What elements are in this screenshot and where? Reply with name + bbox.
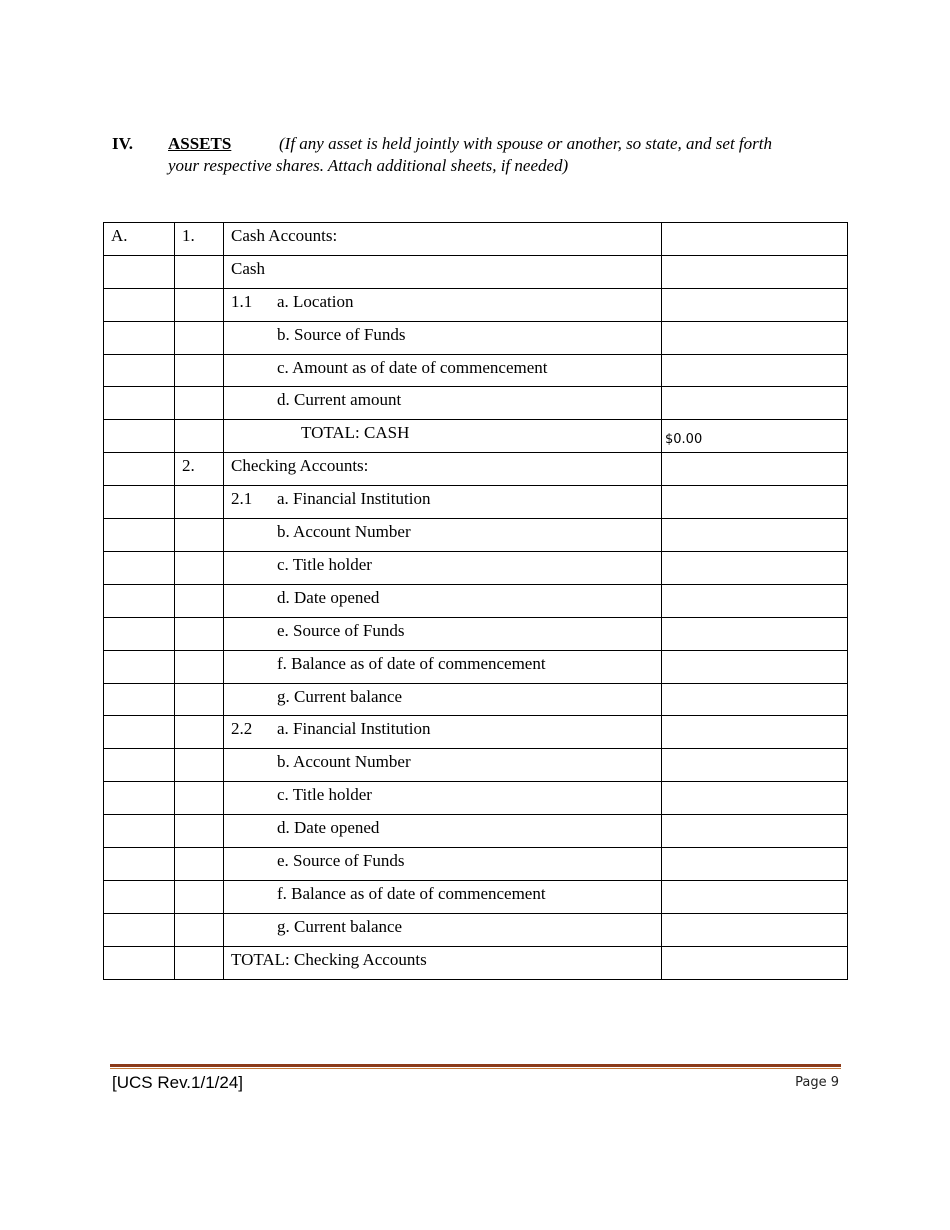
row-description-cell [224, 321, 662, 354]
table-row [104, 749, 848, 782]
row-number-cell [175, 552, 224, 585]
table-row [104, 387, 848, 420]
section-number: IV. [112, 134, 133, 153]
table-row [104, 255, 848, 288]
row-number-cell [175, 486, 224, 519]
row-description-cell [224, 552, 662, 585]
row-description-cell [224, 617, 662, 650]
table-row [104, 552, 848, 585]
row-description: b. Account Number [277, 522, 411, 542]
amount-field[interactable] [662, 716, 848, 749]
row-number-cell [175, 617, 224, 650]
table-row [104, 716, 848, 749]
row-description-cell [224, 453, 662, 486]
row-description-cell [224, 946, 662, 979]
row-section-cell [104, 321, 175, 354]
revision-label: [UCS Rev.1/1/24] [112, 1073, 244, 1092]
row-description: Checking Accounts: [231, 456, 369, 476]
row-number-cell [175, 255, 224, 288]
row-section-cell [104, 815, 175, 848]
table-row [104, 486, 848, 519]
row-description: e. Source of Funds [277, 851, 405, 871]
amount-field[interactable] [662, 354, 848, 387]
item-prefix: 2.1 [231, 489, 253, 509]
row-section-cell [104, 354, 175, 387]
row-description: g. Current balance [277, 916, 403, 936]
row-number-cell [175, 453, 224, 486]
row-description-cell [224, 650, 662, 683]
row-description-cell [224, 420, 662, 453]
row-description: TOTAL: Checking Accounts [231, 949, 427, 969]
row-description: c. Amount as of date of commencement [277, 357, 548, 377]
row-section-cell [104, 387, 175, 420]
amount-field[interactable] [662, 420, 848, 453]
amount-field[interactable] [662, 815, 848, 848]
row-number-cell [175, 387, 224, 420]
amount-field[interactable] [662, 387, 848, 420]
row-description: d. Current amount [277, 390, 402, 410]
amount-field[interactable] [662, 782, 848, 815]
row-section-label: A. [111, 226, 128, 245]
row-description: Cash Accounts: [231, 226, 338, 245]
row-description: d. Date opened [277, 818, 380, 838]
row-section-cell [104, 223, 175, 256]
table-row [104, 584, 848, 617]
row-section-cell [104, 519, 175, 552]
row-section-cell [104, 453, 175, 486]
amount-field[interactable] [662, 880, 848, 913]
row-description-cell [224, 782, 662, 815]
row-number-cell [175, 946, 224, 979]
table-row [104, 946, 848, 979]
row-description-cell [224, 223, 662, 256]
amount-field[interactable] [662, 519, 848, 552]
item-prefix: 2.2 [231, 719, 253, 739]
row-description: a. Location [277, 291, 354, 311]
row-description-cell [224, 288, 662, 321]
amount-field[interactable] [662, 486, 848, 519]
page-number: Page 9 [795, 1075, 839, 1090]
row-section-cell [104, 913, 175, 946]
row-section-cell [104, 584, 175, 617]
row-section-cell [104, 255, 175, 288]
row-description: c. Title holder [277, 785, 372, 805]
row-description-cell [224, 354, 662, 387]
section-note-line1: (If any asset is held jointly with spouse or another, so state, and set forth [279, 134, 772, 153]
row-section-cell [104, 617, 175, 650]
amount-field[interactable] [662, 683, 848, 716]
table-row [104, 617, 848, 650]
amount-value: $0.00 [665, 432, 703, 448]
row-description-cell [224, 880, 662, 913]
section-title: ASSETS [168, 134, 232, 153]
table-row [104, 782, 848, 815]
table-row [104, 420, 848, 453]
table-row [104, 453, 848, 486]
amount-field[interactable] [662, 453, 848, 486]
row-number-cell [175, 880, 224, 913]
row-number-cell [175, 716, 224, 749]
row-number-cell [175, 321, 224, 354]
row-section-cell [104, 486, 175, 519]
row-number-cell [175, 683, 224, 716]
row-number-cell [175, 354, 224, 387]
row-description-cell [224, 486, 662, 519]
row-description: b. Account Number [277, 752, 411, 772]
amount-field[interactable] [662, 223, 848, 256]
amount-field[interactable] [662, 584, 848, 617]
row-description-cell [224, 716, 662, 749]
row-section-cell [104, 552, 175, 585]
row-number-cell [175, 288, 224, 321]
amount-field[interactable] [662, 749, 848, 782]
row-description: TOTAL: CASH [301, 423, 410, 443]
row-description-cell [224, 683, 662, 716]
row-description: g. Current balance [277, 686, 403, 706]
amount-field[interactable] [662, 913, 848, 946]
table-row [104, 223, 848, 256]
row-description: f. Balance as of date of commencement [277, 653, 546, 673]
item-prefix: 1.1 [231, 291, 253, 311]
row-section-cell [104, 420, 175, 453]
assets-table [103, 222, 848, 980]
row-section-cell [104, 650, 175, 683]
row-number-cell [175, 782, 224, 815]
row-description-cell [224, 749, 662, 782]
row-description: a. Financial Institution [277, 719, 431, 739]
row-section-cell [104, 683, 175, 716]
row-number-cell [175, 420, 224, 453]
table-row [104, 650, 848, 683]
row-number-label: 1. [182, 226, 195, 245]
table-row [104, 913, 848, 946]
amount-field[interactable] [662, 650, 848, 683]
amount-field[interactable] [662, 552, 848, 585]
row-description: Cash [231, 258, 265, 278]
row-number-cell [175, 650, 224, 683]
row-description-cell [224, 255, 662, 288]
table-row [104, 288, 848, 321]
footer-rule-thin [110, 1068, 841, 1069]
row-number-cell [175, 749, 224, 782]
row-description-cell [224, 815, 662, 848]
row-description-cell [224, 913, 662, 946]
row-section-cell [104, 848, 175, 881]
row-number-cell [175, 519, 224, 552]
row-section-cell [104, 716, 175, 749]
row-number-cell [175, 815, 224, 848]
row-description: d. Date opened [277, 587, 380, 607]
row-description-cell [224, 848, 662, 881]
row-section-cell [104, 288, 175, 321]
row-section-cell [104, 749, 175, 782]
footer-rule [110, 1064, 841, 1067]
row-section-cell [104, 946, 175, 979]
table-row [104, 354, 848, 387]
row-description: e. Source of Funds [277, 620, 405, 640]
row-description-cell [224, 519, 662, 552]
row-number-cell [175, 913, 224, 946]
amount-field[interactable] [662, 848, 848, 881]
amount-field[interactable] [662, 255, 848, 288]
table-row [104, 519, 848, 552]
table-row [104, 815, 848, 848]
row-number-cell [175, 584, 224, 617]
amount-field[interactable] [662, 288, 848, 321]
row-description-cell [224, 584, 662, 617]
row-description-cell [224, 387, 662, 420]
row-description: b. Source of Funds [277, 324, 406, 344]
row-number-cell [175, 223, 224, 256]
amount-field[interactable] [662, 946, 848, 979]
row-description: c. Title holder [277, 555, 372, 575]
table-row [104, 683, 848, 716]
section-note-line2: your respective shares. Attach additional sheets, if needed) [168, 156, 569, 175]
amount-field[interactable] [662, 617, 848, 650]
row-description: a. Financial Institution [277, 489, 431, 509]
row-section-cell [104, 782, 175, 815]
table-row [104, 848, 848, 881]
table-row [104, 880, 848, 913]
amount-field[interactable] [662, 321, 848, 354]
row-section-cell [104, 880, 175, 913]
row-description: f. Balance as of date of commencement [277, 883, 546, 903]
row-number-label: 2. [182, 456, 195, 476]
row-number-cell [175, 848, 224, 881]
table-row [104, 321, 848, 354]
